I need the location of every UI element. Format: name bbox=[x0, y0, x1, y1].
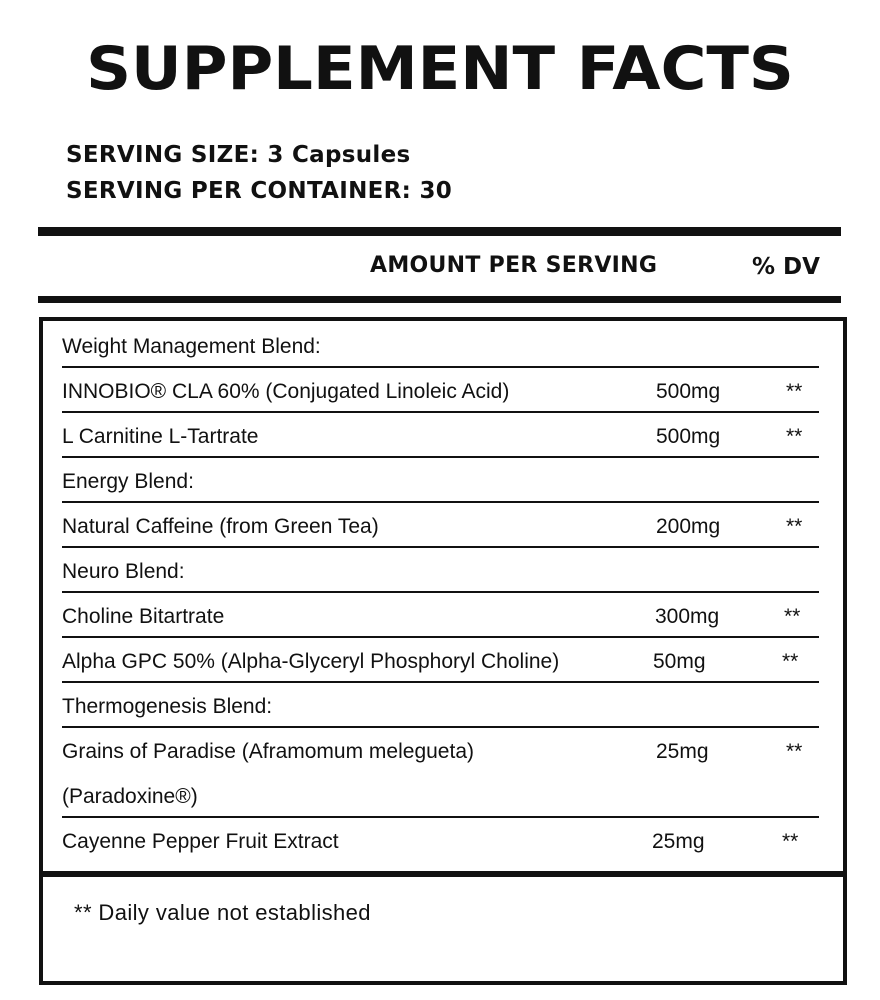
row-divider bbox=[62, 591, 819, 593]
ingredient-name-line2: (Paradoxine®) bbox=[62, 785, 198, 808]
servings-per-container: SERVING PER CONTAINER: 30 bbox=[66, 178, 453, 204]
ingredient-dv: ** bbox=[786, 515, 803, 538]
ingredient-dv: ** bbox=[786, 380, 803, 403]
ingredient-name: Choline Bitartrate bbox=[62, 605, 225, 628]
row-divider bbox=[62, 366, 819, 368]
ingredient-name: INNOBIO® CLA 60% (Conjugated Linoleic Acid) bbox=[62, 380, 510, 403]
ingredient-dv: ** bbox=[786, 740, 803, 763]
ingredient-name: Alpha GPC 50% (Alpha-Glyceryl Phosphoryl Choline) bbox=[62, 650, 560, 673]
row-divider bbox=[62, 636, 819, 638]
ingredient-amount: 500mg bbox=[656, 425, 721, 448]
row-divider bbox=[62, 681, 819, 683]
amount-per-serving-header: AMOUNT PER SERVING bbox=[370, 253, 658, 278]
ingredient-name: Weight Management Blend: bbox=[62, 335, 321, 358]
row-divider bbox=[62, 501, 819, 503]
row-divider bbox=[62, 411, 819, 413]
row-divider bbox=[62, 546, 819, 548]
daily-value-header: % DV bbox=[752, 254, 820, 280]
serving-size: SERVING SIZE: 3 Capsules bbox=[66, 142, 411, 168]
ingredient-name: Grains of Paradise (Aframomum melegueta) bbox=[62, 740, 474, 763]
row-divider bbox=[62, 456, 819, 458]
ingredient-amount: 300mg bbox=[655, 605, 720, 628]
ingredient-amount: 25mg bbox=[656, 740, 709, 763]
ingredient-amount: 25mg bbox=[652, 830, 705, 853]
ingredient-name: Natural Caffeine (from Green Tea) bbox=[62, 515, 379, 538]
ingredient-dv: ** bbox=[786, 425, 803, 448]
footnote-box bbox=[39, 871, 847, 985]
header-divider bbox=[38, 296, 841, 303]
ingredient-dv: ** bbox=[782, 650, 799, 673]
top-divider bbox=[38, 227, 841, 236]
ingredient-amount: 50mg bbox=[653, 650, 706, 673]
ingredient-amount: 500mg bbox=[656, 380, 721, 403]
footnote: ** Daily value not established bbox=[74, 900, 371, 925]
page-title: SUPPLEMENT FACTS bbox=[86, 34, 794, 104]
ingredient-dv: ** bbox=[784, 605, 801, 628]
ingredient-name: Energy Blend: bbox=[62, 470, 194, 493]
row-divider bbox=[62, 816, 819, 818]
ingredient-name: L Carnitine L-Tartrate bbox=[62, 425, 259, 448]
ingredient-name: Thermogenesis Blend: bbox=[62, 695, 273, 718]
ingredient-name: Neuro Blend: bbox=[62, 560, 185, 583]
ingredient-amount: 200mg bbox=[656, 515, 721, 538]
row-divider bbox=[62, 726, 819, 728]
ingredient-dv: ** bbox=[782, 830, 799, 853]
ingredient-name: Cayenne Pepper Fruit Extract bbox=[62, 830, 339, 853]
